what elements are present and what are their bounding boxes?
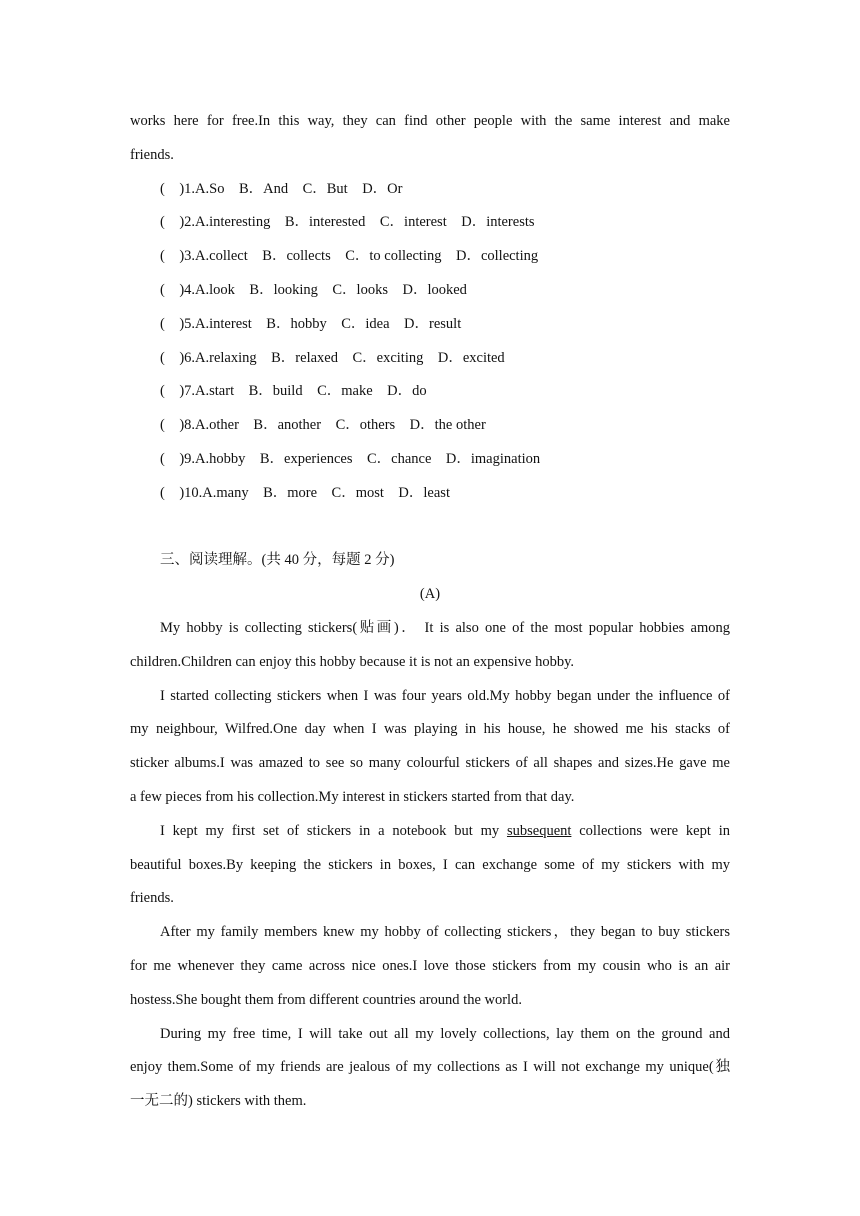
passage-line: children.Children can enjoy this hobby because it is not an expensive hobby. (130, 653, 575, 670)
passage-line: During my free time, I will take out all my lovely collections, lay them on the ground and (160, 1025, 730, 1042)
passage-line: sticker albums.I was amazed to see so many colourful stickers of all shapes and sizes.He gave me (130, 755, 730, 772)
passage-text: I kept my first set of stickers in a notebook but my (160, 822, 500, 839)
passage-line (130, 815, 730, 849)
question-option-row: ( )9.A.hobby B．experiences C．chance D．imagination (160, 450, 541, 467)
passage-line: My hobby is collecting stickers(贴画)． It is also one of the most popular hobbies among (160, 619, 730, 636)
passage-line: hostess.She bought them from different countries around the world. (130, 991, 522, 1008)
question-option-row: ( )1.A.So B．And C．But D．Or (160, 180, 403, 197)
question-option-row: ( )6.A.relaxing B．relaxed C．exciting D．excited (160, 349, 505, 366)
passage-text: collections were kept in (579, 822, 730, 839)
passage-line: 一无二的) stickers with them. (130, 1093, 307, 1110)
question-option-row: ( )10.A.many B．more C．most D．least (160, 484, 450, 501)
section-heading: 三、阅读理解。(共 40 分，每题 2 分) (160, 552, 395, 569)
question-option-row: ( )2.A.interesting B．interested C．interest D．interests (160, 214, 535, 231)
passage-line: beautiful boxes.By keeping the stickers in boxes, I can exchange some of my stickers with my (130, 856, 730, 873)
passage-line: enjoy them.Some of my friends are jealous of my collections as I will not exchange my unique(独 (130, 1059, 730, 1076)
passage-line: I started collecting stickers when I was four years old.My hobby began under the influence of (160, 687, 730, 704)
question-option-row: ( )3.A.collect B．collects C．to collecting D．collecting (160, 248, 539, 265)
question-option-row: ( )5.A.interest B．hobby C．idea D．result (160, 315, 462, 332)
question-option-row: ( )4.A.look B．looking C．looks D．looked (160, 281, 467, 298)
passage-line: for me whenever they came across nice ones.I love those stickers from my cousin who is an air (130, 957, 730, 974)
question-option-row: ( )7.A.start B．build C．make D．do (160, 383, 427, 400)
passage-label: (A) (419, 586, 441, 603)
question-option-row: ( )8.A.other B．another C．others D．the other (160, 417, 486, 434)
document-page (130, 105, 730, 1119)
cloze-text-line: works here for free.In this way, they can find other people with the same interest and make (130, 113, 730, 129)
underlined-word: subsequent (506, 822, 572, 839)
passage-line: a few pieces from his collection.My interest in stickers started from that day. (130, 788, 575, 805)
cloze-text-line: friends. (130, 146, 174, 163)
spacer (130, 511, 730, 545)
passage-line: my neighbour, Wilfred.One day when I was playing in his house, he showed me his stacks of (130, 721, 730, 738)
passage-line: After my family members knew my hobby of collecting stickers，they began to buy stickers (160, 924, 730, 941)
passage-line: friends. (130, 890, 174, 907)
